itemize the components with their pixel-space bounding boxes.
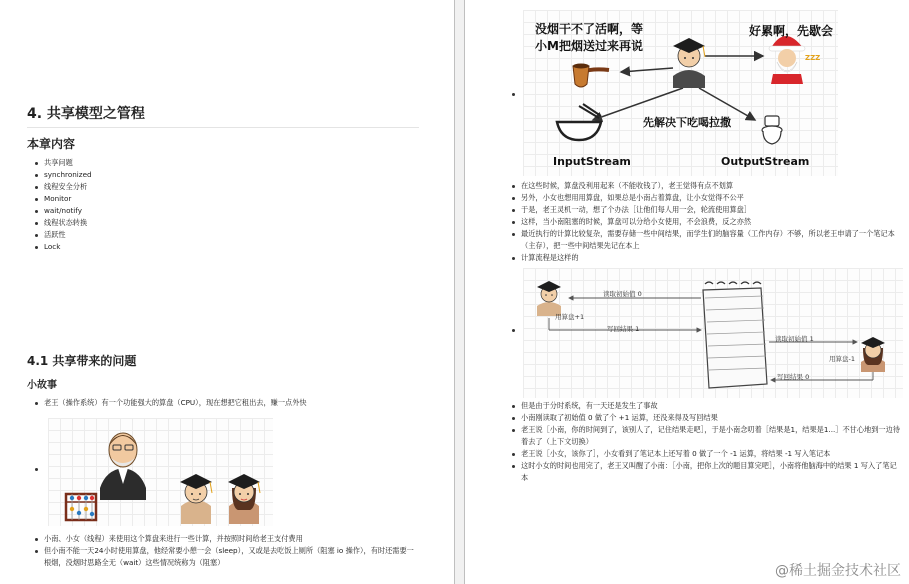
student-girl-icon (228, 474, 260, 524)
story-item: 计算流程是这样的 (511, 252, 903, 264)
toilet-icon (762, 116, 782, 144)
input-stream-label: InputStream (553, 155, 631, 168)
right-page (464, 0, 909, 584)
story-item: 另外，小女也想用用算盘，如果总是小南占着算盘，让小女觉得不公平 (511, 192, 903, 204)
figure-bullet (35, 468, 38, 471)
story-item: 这样，当小南阻塞的时候，算盘可以分给小女使用，不会浪费，反之亦然 (511, 216, 903, 228)
story-intro: 老王（操作系统）有一个功能强大的算盘（CPU），现在想把它租出去，赚一点外快 (34, 397, 307, 409)
page-gutter (455, 0, 464, 584)
contents-item: 共享问题 (34, 157, 92, 169)
story-item: 于是，老王灵机一动，想了个办法［让他们每人用一会，轮流使用算盘］ (511, 204, 903, 216)
story-illustration (48, 418, 273, 526)
figure-bullet (512, 93, 515, 96)
student-girl-icon (861, 337, 885, 372)
story-item: 但是由于分时系统，有一天还是发生了事故 (511, 400, 903, 412)
contents-item: 线程安全分析 (34, 181, 92, 193)
student-boy-icon (537, 281, 561, 316)
calc-plus-one: 用算盘+1 (555, 313, 585, 321)
story-item: 小南、小女（线程）来使用这个算盘来进行一些计算，并按照时间给老王支付费用 (34, 533, 419, 545)
pipe-icon (573, 64, 609, 88)
calc-minus-one: 用算盘-1 (829, 355, 855, 363)
figure-bullet (512, 329, 515, 332)
story-list-b (511, 400, 903, 484)
watermark: @稀土掘金技术社区 (775, 563, 901, 579)
story-item: 最近执行的计算比较复杂，需要存储一些中间结果，而学生们的脑容量（工作内存）不够，所以老王申请了一个笔记本（主存），把一些中间结果先记在本上 (511, 228, 903, 252)
teacher-icon (100, 433, 146, 500)
student-center-icon (673, 38, 705, 88)
contents-item: 线程状态转换 (34, 217, 92, 229)
story-list (34, 533, 419, 569)
output-stream-label: OutputStream (721, 155, 810, 168)
story-heading: 小故事 (27, 380, 57, 391)
story-list-a (511, 180, 903, 264)
contents-item: Lock (34, 241, 92, 253)
teacher-students-graphic (48, 418, 273, 526)
zzz-label: ZZZ (805, 54, 821, 62)
calculation-flow-diagram (523, 268, 903, 398)
section-title: 4.1 共享带来的问题 (27, 354, 137, 368)
story-item: 在这些时候，算盘没利用起来（不能收钱了），老王觉得有点不划算 (511, 180, 903, 192)
read-initial-bottom: 读取初始值 1 (775, 335, 814, 343)
student-boy-icon (180, 474, 212, 524)
story-item: 老王说［小女，该你了］，小女看到了笔记本上还写着 0 做了一个 -1 运算，将结果 -1 写入笔记本 (511, 448, 903, 460)
write-result-bottom: 写回结果 0 (777, 373, 810, 381)
speech-left-line1: 没烟干不了活啊，等 (535, 22, 644, 36)
contents-item: synchronized (34, 169, 92, 181)
story-item: 但小南不能一天24小时使用算盘，他经常要小憩一会（sleep），又或是去吃饭上厕所（阻塞 io 操作），有时还需要一根烟，没烟时思路全无（wait）这些情况统称为（阻塞） (34, 545, 419, 569)
contents-item: wait/notify (34, 205, 92, 217)
bowl-icon (557, 104, 601, 140)
speech-left-line2: 小M把烟送过来再说 (535, 39, 643, 53)
story-intro-list (34, 397, 307, 409)
blocking-diagram (523, 10, 838, 176)
abacus-icon (66, 494, 96, 520)
speech-right: 好累啊，先歇会 (749, 24, 834, 38)
story-item: 小南刚读取了初始值 0 做了个 +1 运算，还没来得及写回结果 (511, 412, 903, 424)
contents-heading: 本章内容 (27, 137, 76, 151)
notebook-icon (703, 282, 767, 388)
contents-item: Monitor (34, 193, 92, 205)
write-result-top: 写回结果 1 (607, 325, 640, 333)
story-item: 这时小女的时间也用完了，老王又叫醒了小南：［小南，把你上次的题目算完吧］，小南将他脑海中的结果 1 写入了笔记本 (511, 460, 903, 484)
chapter-title: 4. 共享模型之管程 (27, 103, 419, 128)
story-item: 老王说［小南，你的时间到了，该别人了，记住结果走吧］，于是小南念叨着［结果是1，结果是1...］不甘心地到一边待着去了（上下文切换） (511, 424, 903, 448)
calculation-arrows (523, 268, 903, 398)
contents-item: 活跃性 (34, 229, 92, 241)
speech-bottom: 先解决下吃喝拉撒 (643, 116, 731, 129)
read-initial-top: 读取初始值 0 (603, 290, 642, 298)
contents-list (34, 157, 92, 253)
